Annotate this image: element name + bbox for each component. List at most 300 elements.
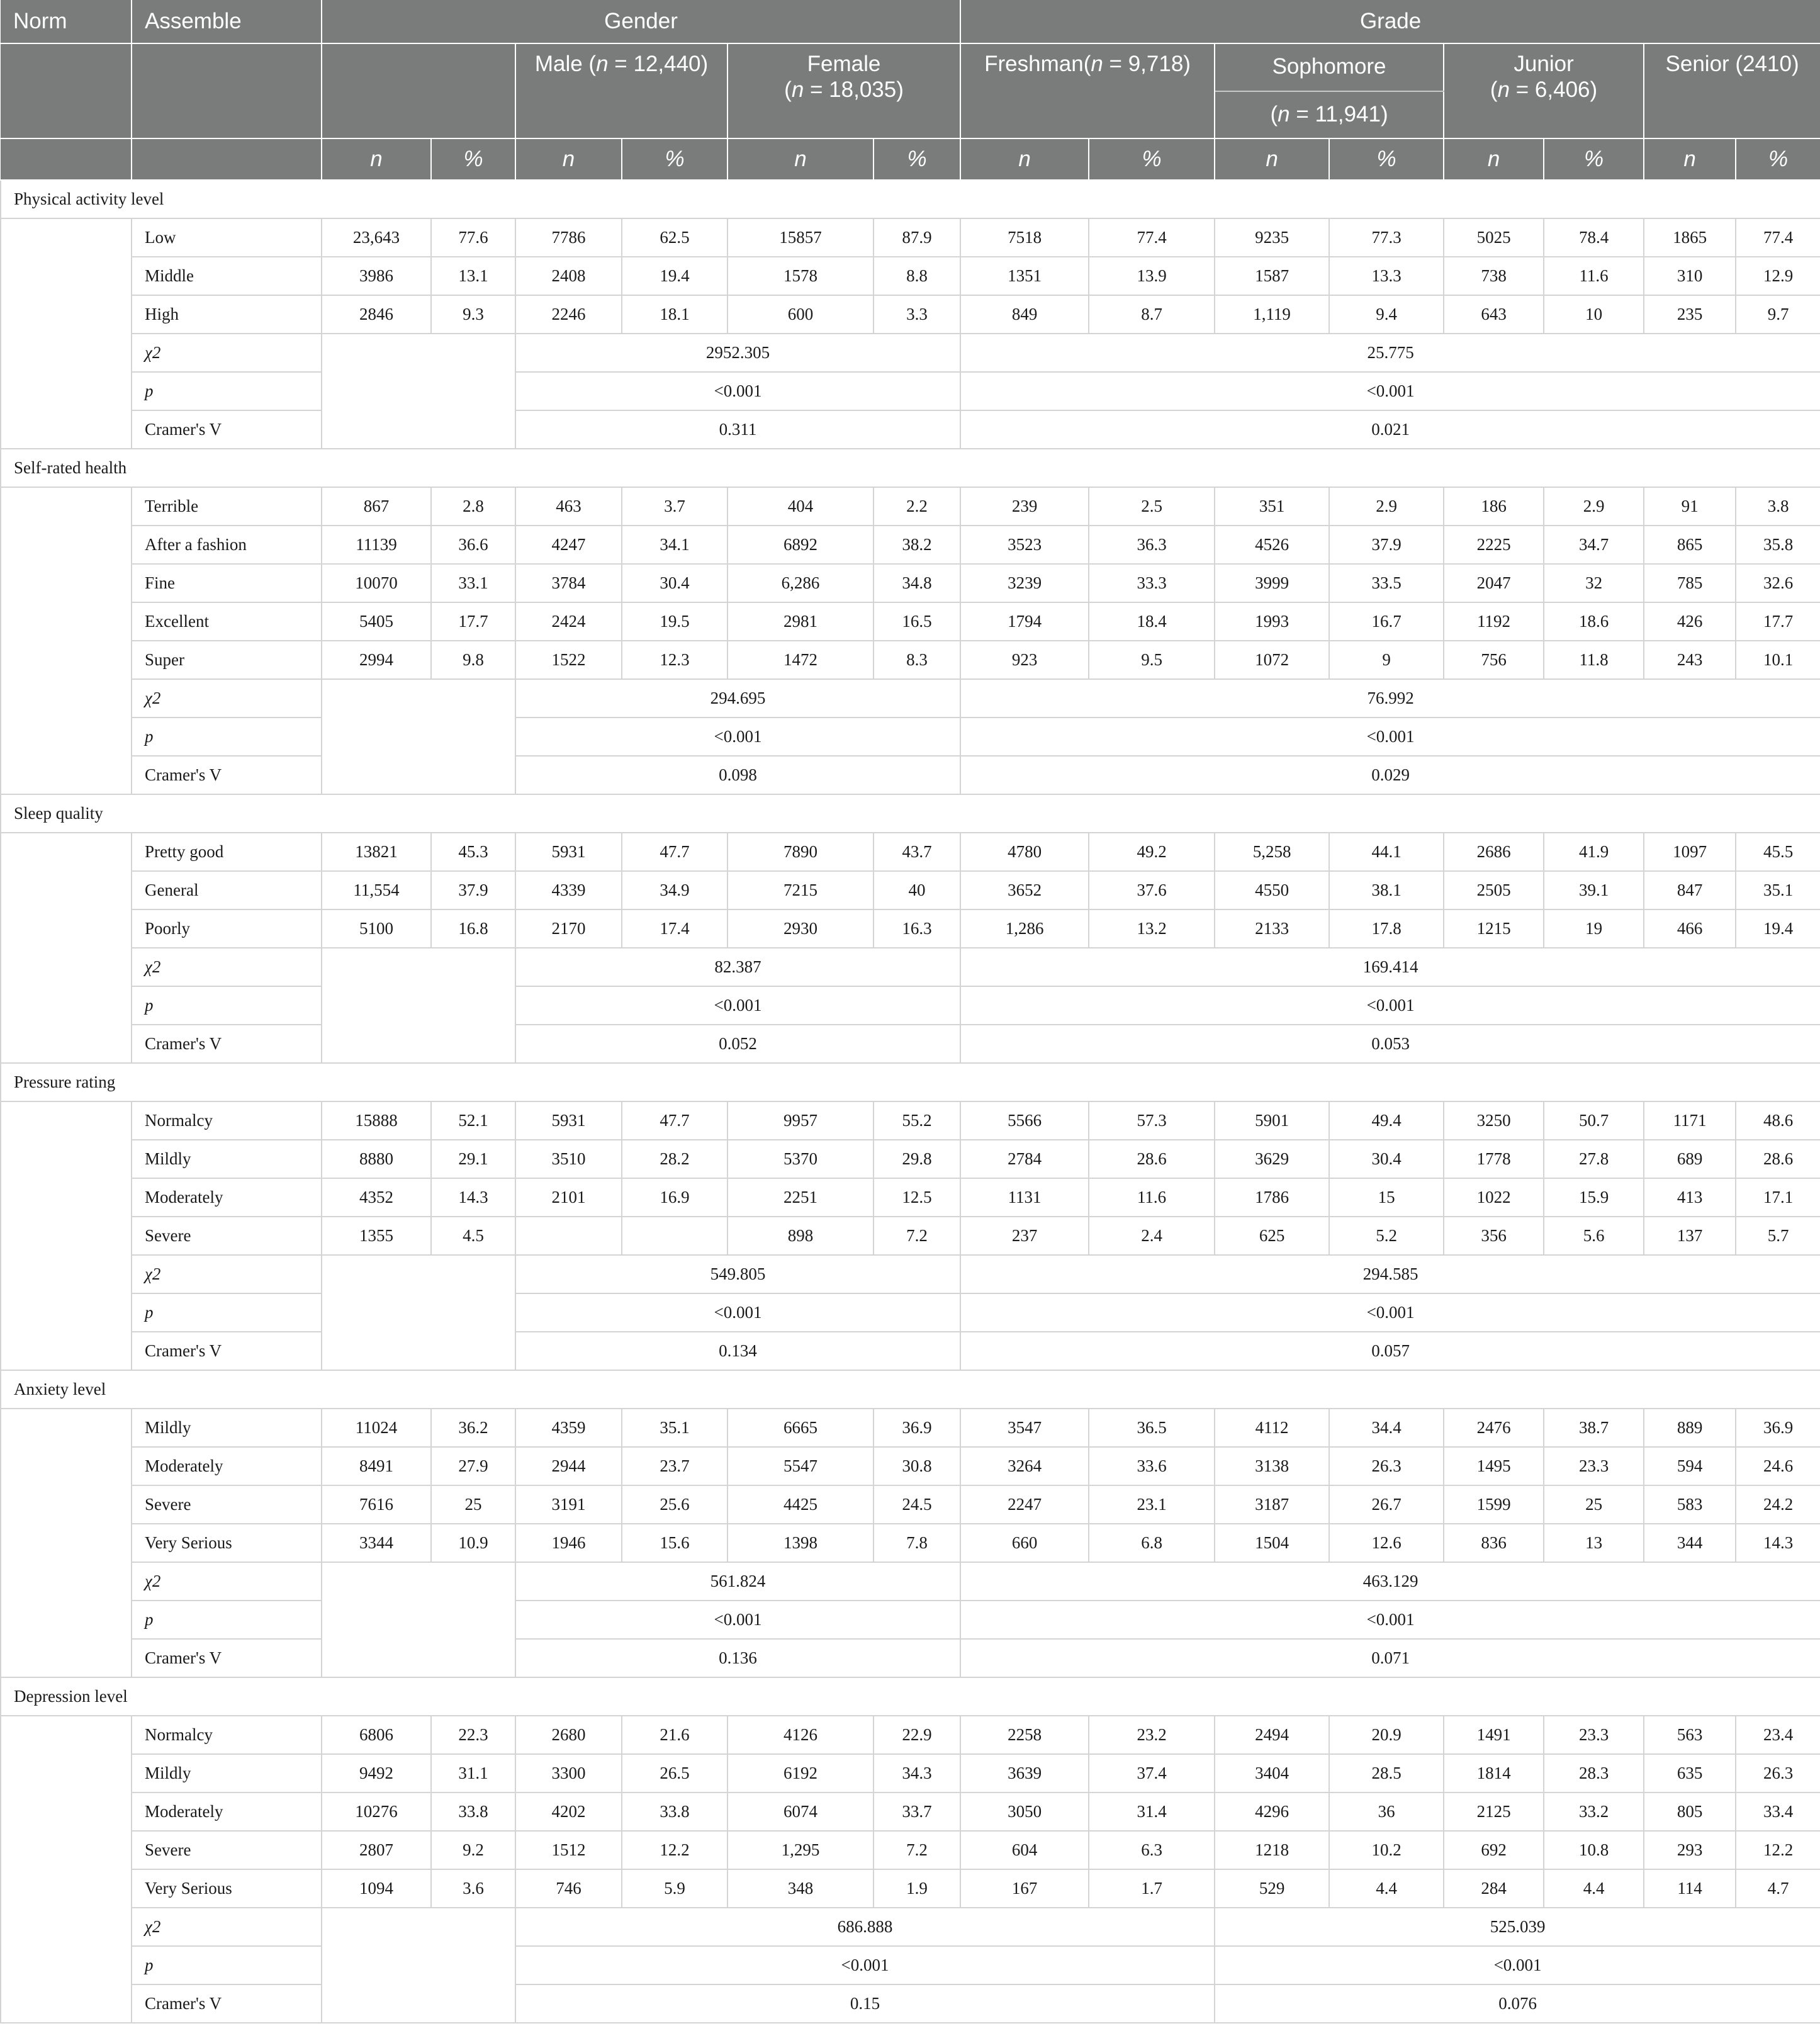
section-header-row bbox=[1, 1370, 1820, 1409]
value-cell: 3.6 bbox=[431, 1869, 515, 1908]
value-cell: 3523 bbox=[960, 526, 1089, 564]
value-cell: 1.9 bbox=[873, 1869, 960, 1908]
value-cell: 426 bbox=[1644, 602, 1736, 641]
value-cell: 1786 bbox=[1215, 1178, 1329, 1217]
value-cell: 16.8 bbox=[431, 909, 515, 948]
value-cell: 34.3 bbox=[873, 1754, 960, 1793]
header-freshman: Freshman(n = 9,718) bbox=[960, 43, 1215, 138]
table-row bbox=[1, 1140, 1820, 1178]
gender-stat: 2952.305 bbox=[515, 334, 960, 372]
value-cell: 12.9 bbox=[1736, 257, 1820, 295]
value-cell: 8.3 bbox=[873, 641, 960, 679]
value-cell: 30.4 bbox=[622, 564, 727, 602]
value-cell: 1072 bbox=[1215, 641, 1329, 679]
header-grade: Grade bbox=[960, 0, 1820, 43]
value-cell: 30.4 bbox=[1329, 1140, 1444, 1178]
value-cell: 923 bbox=[960, 641, 1089, 679]
stat-label: p bbox=[132, 1946, 322, 1984]
value-cell: 6.8 bbox=[1089, 1524, 1215, 1562]
row-label: Mildly bbox=[132, 1409, 322, 1447]
value-cell: 35.1 bbox=[622, 1409, 727, 1447]
value-cell: 1599 bbox=[1444, 1485, 1544, 1524]
header-senior: Senior (2410) bbox=[1644, 43, 1820, 138]
value-cell: 9.3 bbox=[431, 295, 515, 334]
cramers-v-row bbox=[1, 1025, 1820, 1063]
value-cell: 25 bbox=[1544, 1485, 1644, 1524]
value-cell: 3652 bbox=[960, 871, 1089, 909]
subheader-n: n bbox=[1644, 138, 1736, 180]
value-cell: 1472 bbox=[727, 641, 873, 679]
value-cell: 50.7 bbox=[1544, 1101, 1644, 1140]
value-cell: 4359 bbox=[515, 1409, 622, 1447]
value-cell: 635 bbox=[1644, 1754, 1736, 1793]
value-cell: 26.5 bbox=[622, 1754, 727, 1793]
value-cell: 7786 bbox=[515, 218, 622, 257]
stat-label: p bbox=[132, 718, 322, 756]
value-cell: 167 bbox=[960, 1869, 1089, 1908]
value-cell: 36.5 bbox=[1089, 1409, 1215, 1447]
value-cell: 3300 bbox=[515, 1754, 622, 1793]
value-cell: 33.6 bbox=[1089, 1447, 1215, 1485]
grade-stat: <0.001 bbox=[960, 372, 1820, 410]
stat-spacer bbox=[322, 334, 515, 449]
value-cell: 19 bbox=[1544, 909, 1644, 948]
value-cell: 4.4 bbox=[1544, 1869, 1644, 1908]
value-cell: 867 bbox=[322, 487, 431, 526]
value-cell: 2476 bbox=[1444, 1409, 1544, 1447]
value-cell: 31.4 bbox=[1089, 1793, 1215, 1831]
section-header-row bbox=[1, 1063, 1820, 1101]
row-label: High bbox=[132, 295, 322, 334]
value-cell: 2133 bbox=[1215, 909, 1329, 948]
value-cell: 186 bbox=[1444, 487, 1544, 526]
cramers-v-row bbox=[1, 756, 1820, 794]
value-cell: 137 bbox=[1644, 1217, 1736, 1255]
value-cell: 7215 bbox=[727, 871, 873, 909]
cramers-v-row bbox=[1, 1639, 1820, 1677]
value-cell: 3404 bbox=[1215, 1754, 1329, 1793]
gender-stat: 0.311 bbox=[515, 410, 960, 449]
value-cell: 11139 bbox=[322, 526, 431, 564]
value-cell: 2170 bbox=[515, 909, 622, 948]
stat-label: χ2 bbox=[132, 1908, 322, 1946]
value-cell: 5370 bbox=[727, 1140, 873, 1178]
value-cell: 1192 bbox=[1444, 602, 1544, 641]
value-cell: 1794 bbox=[960, 602, 1089, 641]
stat-label: χ2 bbox=[132, 679, 322, 718]
value-cell: 1,119 bbox=[1215, 295, 1329, 334]
value-cell: 5566 bbox=[960, 1101, 1089, 1140]
section-title: Physical activity level bbox=[1, 180, 1820, 218]
grade-stat: <0.001 bbox=[1215, 1946, 1820, 1984]
value-cell: 26.7 bbox=[1329, 1485, 1444, 1524]
chi-square-row bbox=[1, 334, 1820, 372]
value-cell: 5.9 bbox=[622, 1869, 727, 1908]
value-cell: 57.3 bbox=[1089, 1101, 1215, 1140]
value-cell: 52.1 bbox=[431, 1101, 515, 1140]
value-cell: 16.5 bbox=[873, 602, 960, 641]
gender-stat: <0.001 bbox=[515, 1293, 960, 1332]
value-cell: 12.2 bbox=[1736, 1831, 1820, 1869]
value-cell: 10 bbox=[1544, 295, 1644, 334]
table-header bbox=[1, 0, 1820, 180]
value-cell: 77.3 bbox=[1329, 218, 1444, 257]
value-cell: 344 bbox=[1644, 1524, 1736, 1562]
table-row bbox=[1, 564, 1820, 602]
value-cell: 15.9 bbox=[1544, 1178, 1644, 1217]
value-cell: 529 bbox=[1215, 1869, 1329, 1908]
value-cell: 1,286 bbox=[960, 909, 1089, 948]
value-cell: 3784 bbox=[515, 564, 622, 602]
gender-stat: 549.805 bbox=[515, 1255, 960, 1293]
table-row bbox=[1, 487, 1820, 526]
value-cell: 36.9 bbox=[1736, 1409, 1820, 1447]
value-cell: 15.6 bbox=[622, 1524, 727, 1562]
value-cell: 11.6 bbox=[1089, 1178, 1215, 1217]
p-value-row bbox=[1, 372, 1820, 410]
value-cell: 12.5 bbox=[873, 1178, 960, 1217]
value-cell: 22.3 bbox=[431, 1716, 515, 1754]
value-cell: 9492 bbox=[322, 1754, 431, 1793]
value-cell: 17.1 bbox=[1736, 1178, 1820, 1217]
subheader-percent: % bbox=[622, 138, 727, 180]
value-cell: 5931 bbox=[515, 1101, 622, 1140]
value-cell: 1.7 bbox=[1089, 1869, 1215, 1908]
value-cell: 1355 bbox=[322, 1217, 431, 1255]
value-cell: 1495 bbox=[1444, 1447, 1544, 1485]
subheader-percent: % bbox=[873, 138, 960, 180]
value-cell: 689 bbox=[1644, 1140, 1736, 1178]
value-cell: 11.6 bbox=[1544, 257, 1644, 295]
value-cell: 1946 bbox=[515, 1524, 622, 1562]
row-label: Severe bbox=[132, 1831, 322, 1869]
value-cell: 20.9 bbox=[1329, 1716, 1444, 1754]
value-cell: 785 bbox=[1644, 564, 1736, 602]
value-cell: 1522 bbox=[515, 641, 622, 679]
value-cell: 15857 bbox=[727, 218, 873, 257]
gender-stat: 561.824 bbox=[515, 1562, 960, 1601]
cramers-v-row bbox=[1, 1332, 1820, 1370]
value-cell: 625 bbox=[1215, 1217, 1329, 1255]
value-cell: 16.7 bbox=[1329, 602, 1444, 641]
value-cell: 351 bbox=[1215, 487, 1329, 526]
norm-spacer bbox=[1, 1101, 132, 1370]
value-cell: 8491 bbox=[322, 1447, 431, 1485]
value-cell: 15888 bbox=[322, 1101, 431, 1140]
stat-label: χ2 bbox=[132, 1255, 322, 1293]
value-cell: 1094 bbox=[322, 1869, 431, 1908]
header-sophomore-n: (n = 11,941) bbox=[1215, 91, 1444, 139]
norm-spacer bbox=[1, 218, 132, 449]
value-cell: 4.4 bbox=[1329, 1869, 1444, 1908]
subheader-percent: % bbox=[1329, 138, 1444, 180]
row-label: General bbox=[132, 871, 322, 909]
value-cell: 3639 bbox=[960, 1754, 1089, 1793]
value-cell: 37.4 bbox=[1089, 1754, 1215, 1793]
chi-square-row bbox=[1, 1255, 1820, 1293]
value-cell: 36 bbox=[1329, 1793, 1444, 1831]
value-cell: 9.2 bbox=[431, 1831, 515, 1869]
value-cell: 78.4 bbox=[1544, 218, 1644, 257]
value-cell: 2.9 bbox=[1329, 487, 1444, 526]
stat-label: p bbox=[132, 1293, 322, 1332]
value-cell: 23.4 bbox=[1736, 1716, 1820, 1754]
value-cell: 39.1 bbox=[1544, 871, 1644, 909]
value-cell: 738 bbox=[1444, 257, 1544, 295]
value-cell: 4202 bbox=[515, 1793, 622, 1831]
row-label: Very Serious bbox=[132, 1869, 322, 1908]
stat-label: χ2 bbox=[132, 334, 322, 372]
value-cell: 404 bbox=[727, 487, 873, 526]
table-row bbox=[1, 1754, 1820, 1793]
section-header-row bbox=[1, 449, 1820, 487]
value-cell: 9.7 bbox=[1736, 295, 1820, 334]
table-row bbox=[1, 1831, 1820, 1869]
row-label: Mildly bbox=[132, 1140, 322, 1178]
value-cell: 16.9 bbox=[622, 1178, 727, 1217]
gender-stat: 294.695 bbox=[515, 679, 960, 718]
value-cell: 10.2 bbox=[1329, 1831, 1444, 1869]
subheader-percent: % bbox=[1089, 138, 1215, 180]
value-cell: 5931 bbox=[515, 833, 622, 871]
table-row bbox=[1, 1524, 1820, 1562]
value-cell: 25.6 bbox=[622, 1485, 727, 1524]
value-cell: 32 bbox=[1544, 564, 1644, 602]
value-cell: 18.4 bbox=[1089, 602, 1215, 641]
value-cell: 40 bbox=[873, 871, 960, 909]
value-cell: 2.2 bbox=[873, 487, 960, 526]
value-cell: 356 bbox=[1444, 1217, 1544, 1255]
value-cell: 1778 bbox=[1444, 1140, 1544, 1178]
value-cell: 847 bbox=[1644, 871, 1736, 909]
value-cell: 243 bbox=[1644, 641, 1736, 679]
table-row bbox=[1, 218, 1820, 257]
value-cell: 21.6 bbox=[622, 1716, 727, 1754]
row-label: Moderately bbox=[132, 1447, 322, 1485]
stat-label: Cramer's V bbox=[132, 1984, 322, 2023]
value-cell: 284 bbox=[1444, 1869, 1544, 1908]
value-cell: 48.6 bbox=[1736, 1101, 1820, 1140]
table-row bbox=[1, 1217, 1820, 1255]
value-cell: 77.6 bbox=[431, 218, 515, 257]
grade-stat: 0.076 bbox=[1215, 1984, 1820, 2023]
value-cell: 310 bbox=[1644, 257, 1736, 295]
value-cell: 47.7 bbox=[622, 1101, 727, 1140]
table-row bbox=[1, 295, 1820, 334]
table-row bbox=[1, 1793, 1820, 1831]
header-norm: Norm bbox=[1, 0, 132, 43]
row-label: After a fashion bbox=[132, 526, 322, 564]
value-cell: 7.2 bbox=[873, 1217, 960, 1255]
value-cell: 34.4 bbox=[1329, 1409, 1444, 1447]
value-cell: 17.4 bbox=[622, 909, 727, 948]
p-value-row bbox=[1, 1293, 1820, 1332]
value-cell: 9.4 bbox=[1329, 295, 1444, 334]
value-cell: 29.1 bbox=[431, 1140, 515, 1178]
value-cell: 12.6 bbox=[1329, 1524, 1444, 1562]
value-cell: 1512 bbox=[515, 1831, 622, 1869]
value-cell: 2994 bbox=[322, 641, 431, 679]
value-cell: 49.4 bbox=[1329, 1101, 1444, 1140]
value-cell: 600 bbox=[727, 295, 873, 334]
value-cell: 41.9 bbox=[1544, 833, 1644, 871]
value-cell: 2.4 bbox=[1089, 1217, 1215, 1255]
value-cell: 5100 bbox=[322, 909, 431, 948]
value-cell: 235 bbox=[1644, 295, 1736, 334]
p-value-row bbox=[1, 986, 1820, 1025]
value-cell: 746 bbox=[515, 1869, 622, 1908]
value-cell: 2686 bbox=[1444, 833, 1544, 871]
value-cell: 33.8 bbox=[431, 1793, 515, 1831]
value-cell: 1865 bbox=[1644, 218, 1736, 257]
table-row bbox=[1, 1869, 1820, 1908]
value-cell: 5.7 bbox=[1736, 1217, 1820, 1255]
table-row bbox=[1, 1101, 1820, 1140]
value-cell: 17.7 bbox=[431, 602, 515, 641]
gender-stat: <0.001 bbox=[515, 372, 960, 410]
value-cell: 2247 bbox=[960, 1485, 1089, 1524]
value-cell: 9.5 bbox=[1089, 641, 1215, 679]
stat-spacer bbox=[322, 1908, 515, 2023]
value-cell: 24.5 bbox=[873, 1485, 960, 1524]
value-cell: 3050 bbox=[960, 1793, 1089, 1831]
value-cell: 9957 bbox=[727, 1101, 873, 1140]
value-cell: 2.5 bbox=[1089, 487, 1215, 526]
value-cell: 37.9 bbox=[431, 871, 515, 909]
value-cell: 5.2 bbox=[1329, 1217, 1444, 1255]
value-cell: 13.9 bbox=[1089, 257, 1215, 295]
value-cell: 2680 bbox=[515, 1716, 622, 1754]
value-cell: 27.8 bbox=[1544, 1140, 1644, 1178]
grade-stat: 169.414 bbox=[960, 948, 1820, 986]
gender-stat: 0.136 bbox=[515, 1639, 960, 1677]
value-cell: 4550 bbox=[1215, 871, 1329, 909]
value-cell: 33.4 bbox=[1736, 1793, 1820, 1831]
value-cell: 1578 bbox=[727, 257, 873, 295]
value-cell: 594 bbox=[1644, 1447, 1736, 1485]
value-cell: 22.9 bbox=[873, 1716, 960, 1754]
stat-label: Cramer's V bbox=[132, 756, 322, 794]
table-row bbox=[1, 602, 1820, 641]
value-cell: 3.7 bbox=[622, 487, 727, 526]
subheader-n: n bbox=[322, 138, 431, 180]
table-row bbox=[1, 1447, 1820, 1485]
value-cell bbox=[515, 1217, 622, 1255]
value-cell: 18.1 bbox=[622, 295, 727, 334]
value-cell: 1993 bbox=[1215, 602, 1329, 641]
gender-stat: <0.001 bbox=[515, 986, 960, 1025]
value-cell: 2.8 bbox=[431, 487, 515, 526]
value-cell: 756 bbox=[1444, 641, 1544, 679]
value-cell: 1814 bbox=[1444, 1754, 1544, 1793]
table-body bbox=[1, 180, 1820, 2023]
value-cell: 33.5 bbox=[1329, 564, 1444, 602]
value-cell: 3138 bbox=[1215, 1447, 1329, 1485]
p-value-row bbox=[1, 718, 1820, 756]
value-cell: 5547 bbox=[727, 1447, 873, 1485]
value-cell: 28.6 bbox=[1736, 1140, 1820, 1178]
cramers-v-row bbox=[1, 1984, 1820, 2023]
value-cell: 849 bbox=[960, 295, 1089, 334]
value-cell: 26.3 bbox=[1736, 1754, 1820, 1793]
row-label: Mildly bbox=[132, 1754, 322, 1793]
value-cell: 2258 bbox=[960, 1716, 1089, 1754]
value-cell: 91 bbox=[1644, 487, 1736, 526]
row-label: Normalcy bbox=[132, 1101, 322, 1140]
value-cell: 6665 bbox=[727, 1409, 873, 1447]
value-cell: 4780 bbox=[960, 833, 1089, 871]
stat-spacer bbox=[322, 1255, 515, 1370]
row-label: Poorly bbox=[132, 909, 322, 948]
grade-stat: <0.001 bbox=[960, 986, 1820, 1025]
value-cell: 4247 bbox=[515, 526, 622, 564]
grade-stat: 0.029 bbox=[960, 756, 1820, 794]
value-cell: 4112 bbox=[1215, 1409, 1329, 1447]
stat-label: Cramer's V bbox=[132, 1639, 322, 1677]
grade-stat: 463.129 bbox=[960, 1562, 1820, 1601]
stat-label: Cramer's V bbox=[132, 1025, 322, 1063]
chi-square-row bbox=[1, 679, 1820, 718]
norm-spacer bbox=[1, 1409, 132, 1677]
value-cell: 34.9 bbox=[622, 871, 727, 909]
value-cell: 11,554 bbox=[322, 871, 431, 909]
value-cell: 889 bbox=[1644, 1409, 1736, 1447]
value-cell: 1097 bbox=[1644, 833, 1736, 871]
row-label: Low bbox=[132, 218, 322, 257]
value-cell: 36.9 bbox=[873, 1409, 960, 1447]
value-cell: 2.9 bbox=[1544, 487, 1644, 526]
value-cell: 13821 bbox=[322, 833, 431, 871]
value-cell: 805 bbox=[1644, 1793, 1736, 1831]
value-cell: 239 bbox=[960, 487, 1089, 526]
value-cell: 1022 bbox=[1444, 1178, 1544, 1217]
gender-stat: <0.001 bbox=[515, 718, 960, 756]
value-cell: 2807 bbox=[322, 1831, 431, 1869]
value-cell: 27.9 bbox=[431, 1447, 515, 1485]
value-cell: 14.3 bbox=[431, 1178, 515, 1217]
value-cell: 36.3 bbox=[1089, 526, 1215, 564]
value-cell: 4352 bbox=[322, 1178, 431, 1217]
subheader-n: n bbox=[1215, 138, 1329, 180]
value-cell: 7890 bbox=[727, 833, 873, 871]
value-cell: 28.2 bbox=[622, 1140, 727, 1178]
value-cell: 44.1 bbox=[1329, 833, 1444, 871]
value-cell: 2251 bbox=[727, 1178, 873, 1217]
grade-stat: 0.053 bbox=[960, 1025, 1820, 1063]
value-cell: 45.3 bbox=[431, 833, 515, 871]
subheader-percent: % bbox=[1544, 138, 1644, 180]
value-cell: 6192 bbox=[727, 1754, 873, 1793]
p-value-row bbox=[1, 1946, 1820, 1984]
norm-spacer bbox=[1, 1716, 132, 2023]
chi-square-row bbox=[1, 1908, 1820, 1946]
value-cell: 2225 bbox=[1444, 526, 1544, 564]
value-cell: 35.1 bbox=[1736, 871, 1820, 909]
value-cell: 18.6 bbox=[1544, 602, 1644, 641]
value-cell: 4526 bbox=[1215, 526, 1329, 564]
value-cell: 2101 bbox=[515, 1178, 622, 1217]
value-cell: 87.9 bbox=[873, 218, 960, 257]
section-title: Self-rated health bbox=[1, 449, 1820, 487]
value-cell: 28.3 bbox=[1544, 1754, 1644, 1793]
section-title: Depression level bbox=[1, 1677, 1820, 1716]
stat-label: χ2 bbox=[132, 948, 322, 986]
value-cell: 2784 bbox=[960, 1140, 1089, 1178]
stat-label: Cramer's V bbox=[132, 410, 322, 449]
value-cell: 31.1 bbox=[431, 1754, 515, 1793]
header-assemble: Assemble bbox=[132, 0, 322, 43]
section-title: Anxiety level bbox=[1, 1370, 1820, 1409]
